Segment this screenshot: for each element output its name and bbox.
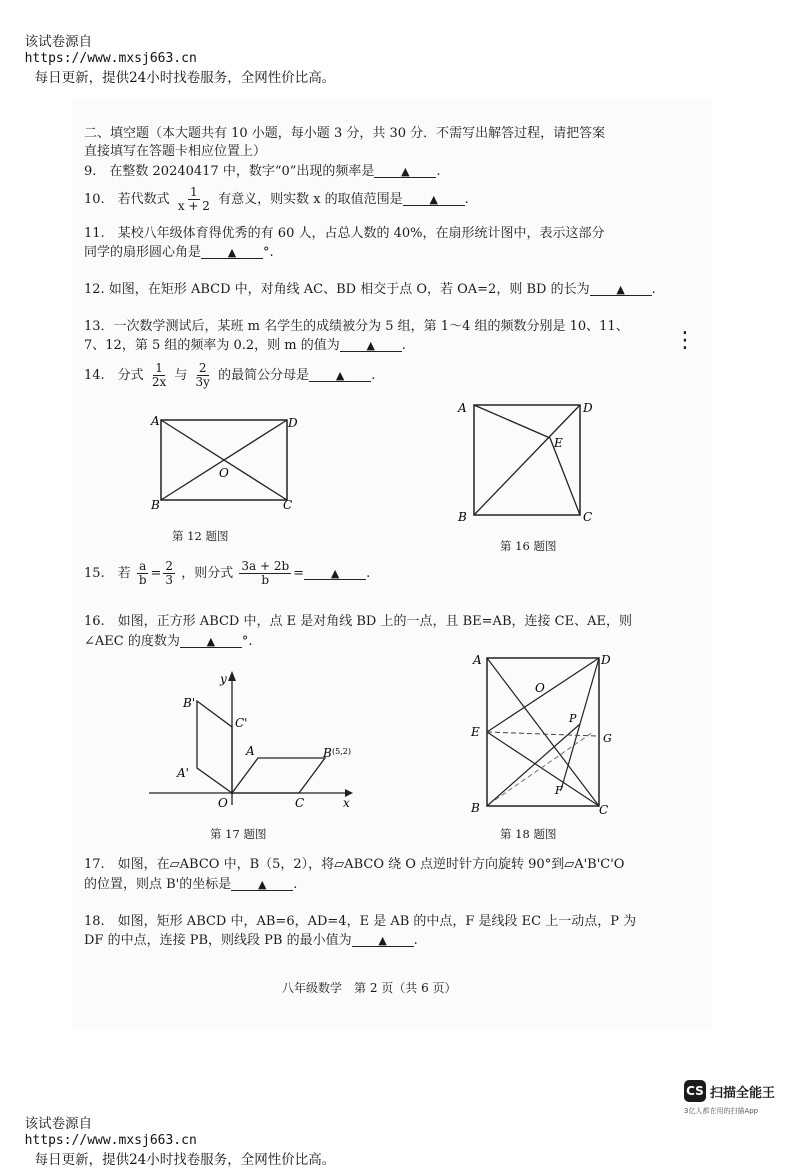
label-b: B <box>458 510 467 524</box>
question-18-line2 <box>84 932 418 950</box>
scanner-watermark <box>684 1080 775 1102</box>
fraction-denominator: 3 <box>165 573 174 587</box>
bottom-banner <box>16 1096 335 1168</box>
question-11-text: 同学的扇形圆心角是 <box>84 245 202 260</box>
question-14-pre: 14. 分式 <box>84 368 144 383</box>
label-x: x <box>343 796 350 810</box>
fraction-denominator: 2x <box>151 375 167 389</box>
question-10-pre: 10. 若代数式 <box>84 192 170 207</box>
section-title-line2: 直接填写在答题卡相应位置上） <box>84 144 267 159</box>
blank-mark: ▲ <box>401 165 410 178</box>
question-16-line2 <box>84 633 253 651</box>
question-15-pre: 15. 若 <box>84 566 131 581</box>
question-9-end: . <box>436 164 441 179</box>
figure-18-rectangle <box>465 650 625 820</box>
label-f: F <box>555 784 563 797</box>
label-o: O <box>219 466 229 480</box>
blank-mark: ▲ <box>258 878 267 891</box>
figure-12-rectangle <box>145 405 305 520</box>
question-15: 15. 若 $\frac{a}{b}$ = $\frac{2}{3}$ ，则分式 $\frac{3a + 2b}{b}$ = ▲ . <box>84 559 371 587</box>
label-p: P <box>569 712 577 725</box>
blank-mark: ▲ <box>616 283 625 296</box>
section-title-line1: 二、填空题（本大题共有 10 小题，每小题 3 分，共 30 分．不需写出解答过程，请把答案 <box>84 126 606 141</box>
label-c: C <box>583 510 593 524</box>
label-d: D <box>288 416 298 430</box>
equals-sign: = <box>150 566 162 581</box>
question-17-text: 的位置，则点 B'的坐标是 <box>84 877 232 892</box>
question-15-mid: ，则分式 <box>181 566 234 581</box>
figure-12-caption: 第 12 题图 <box>172 529 229 543</box>
fraction-q14-second <box>194 362 212 389</box>
question-14-post: 的最简公分母是 <box>218 368 310 383</box>
question-10-post: 有意义，则实数 x 的取值范围是 <box>218 192 403 207</box>
answer-blank-11[interactable] <box>201 244 263 259</box>
question-10 <box>84 186 469 213</box>
fraction-q10 <box>176 186 212 213</box>
top-banner <box>16 14 335 86</box>
question-17-line1: 17. 如图，在▱ABCO 中，B（5，2），将▱ABCO 绕 O 点逆时针方向旋转 90°到▱A'B'C'O <box>84 857 625 872</box>
figure-18-caption: 第 18 题图 <box>500 827 557 841</box>
label-a: A <box>151 414 160 428</box>
fraction-numerator: 3a + 2b <box>241 559 290 573</box>
question-16-end: °. <box>241 634 253 649</box>
blank-mark: ▲ <box>335 369 345 382</box>
parallelogram-abco <box>232 758 325 793</box>
banner-prefix: 该试卷源自 <box>24 34 93 50</box>
question-14-end: . <box>371 368 376 383</box>
question-12-text: 12. 如图，在矩形 ABCD 中，对角线 AC、BD 相交于点 O，若 OA=2，则 BD 的长为 <box>84 282 590 297</box>
answer-blank-14[interactable] <box>309 367 371 382</box>
question-18-text: DF 的中点，连接 PB，则线段 PB 的最小值为 <box>84 933 352 948</box>
label-d: D <box>583 401 593 415</box>
figure-17-caption: 第 17 题图 <box>210 827 267 841</box>
label-b: B <box>471 801 480 815</box>
banner-url-link[interactable]: https://www.mxsj663.cn <box>24 51 197 66</box>
label-b: B <box>323 746 332 760</box>
handwritten-coordinate-note: (5,2) <box>332 747 351 756</box>
banner-url-link[interactable]: https://www.mxsj663.cn <box>24 1133 197 1148</box>
scanner-app-name: 扫描全能王 <box>710 1085 776 1101</box>
fraction-denominator: 3y <box>195 375 210 389</box>
fraction-numerator: 2 <box>198 361 207 375</box>
label-g-handwritten: G <box>603 732 612 745</box>
segment-pb <box>487 724 580 806</box>
label-c: C <box>295 796 305 810</box>
question-11-line1: 11. 某校八年级体育得优秀的有 60 人，占总人数的 40%，在扇形统计图中，表示这部分 <box>84 226 605 241</box>
banner-prefix: 该试卷源自 <box>24 1116 93 1132</box>
segment-ec <box>487 732 599 806</box>
answer-blank-16[interactable] <box>180 633 242 648</box>
label-o-handwritten: O <box>535 681 545 695</box>
blank-mark: ▲ <box>366 339 375 352</box>
answer-blank-17[interactable] <box>231 876 293 891</box>
label-d: D <box>601 653 611 667</box>
answer-blank-9[interactable] <box>374 163 436 178</box>
answer-blank-13[interactable] <box>340 337 402 352</box>
dashed-line-eg <box>487 732 597 736</box>
segment-ae <box>474 405 550 438</box>
label-c: C <box>283 498 293 512</box>
page-footer: 八年级数学 第 2 页（共 6 页） <box>282 981 457 995</box>
fraction-q14-first <box>150 362 168 389</box>
answer-blank-15[interactable] <box>304 565 366 580</box>
figure-17-coordinate <box>145 665 360 815</box>
blank-mark: ▲ <box>429 193 438 206</box>
label-a-prime: A' <box>177 766 189 780</box>
question-13-line2 <box>84 337 406 355</box>
dashed-sketch-line <box>495 732 593 800</box>
question-13-end: . <box>401 338 406 353</box>
answer-blank-10[interactable] <box>403 191 465 206</box>
blank-mark: ▲ <box>378 934 387 947</box>
question-9 <box>84 163 441 181</box>
label-a: A <box>458 401 467 415</box>
fraction-numerator: 1 <box>155 361 163 375</box>
label-e: E <box>471 725 480 739</box>
segment-ed <box>487 658 599 732</box>
question-17-end: . <box>293 877 298 892</box>
label-y: y <box>220 672 227 686</box>
label-a: A <box>246 744 255 758</box>
label-o: O <box>218 796 228 810</box>
answer-blank-18[interactable] <box>352 932 414 947</box>
question-11-end: °. <box>263 245 274 260</box>
fraction-numerator: 1 <box>190 185 198 199</box>
question-9-text: 9. 在整数 20240417 中，数字“0”出现的频率是 <box>84 164 375 179</box>
scanner-tagline: 3亿人都在用的扫描App <box>684 1107 759 1115</box>
question-14-mid: 与 <box>174 368 188 383</box>
question-16-text: ∠AEC 的度数为 <box>84 634 180 649</box>
camscanner-logo-icon: CS <box>684 1080 706 1102</box>
label-e: E <box>554 436 563 450</box>
fraction-expression <box>239 560 291 587</box>
fraction-denominator: b <box>261 573 270 587</box>
label-c-prime: C' <box>235 716 248 730</box>
question-10-end: . <box>464 192 469 207</box>
question-12 <box>84 281 656 299</box>
figure-16-square <box>450 395 610 525</box>
question-18-end: . <box>413 933 418 948</box>
question-18-line1: 18. 如图，矩形 ABCD 中，AB=6，AD=4，E 是 AB 的中点，F 是线段 EC 上一动点，P 为 <box>84 914 637 929</box>
question-14 <box>84 362 375 389</box>
label-a: A <box>473 653 482 667</box>
question-13-text: 7、12，第 5 组的频率为 0.2，则 m 的值为 <box>84 338 340 353</box>
label-b-prime: B' <box>183 696 196 710</box>
answer-blank-12[interactable] <box>590 281 652 296</box>
question-13-line1: 13．一次数学测试后，某班 m 名学生的成绩被分为 5 组，第 1～4 组的频数分别是 10、11、 <box>84 319 629 334</box>
fraction-2-over-3 <box>163 560 175 587</box>
fraction-denominator: b <box>138 573 147 587</box>
diagonal-bd <box>474 405 580 515</box>
question-11-line2 <box>84 244 274 262</box>
question-17-line2 <box>84 876 297 894</box>
blank-mark: ▲ <box>227 246 237 259</box>
question-16-line1: 16. 如图，正方形 ABCD 中，点 E 是对角线 BD 上的一点，且 BE=AB，连接 CE、AE，则 <box>84 614 632 629</box>
blank-mark: ▲ <box>330 567 340 580</box>
banner-suffix: 每日更新，提供24小时找卷服务，全网性价比高。 <box>34 70 336 86</box>
label-c: C <box>599 803 609 817</box>
banner-suffix: 每日更新，提供24小时找卷服务，全网性价比高。 <box>34 1152 336 1168</box>
question-15-end: . <box>366 566 371 581</box>
figure-16-caption: 第 16 题图 <box>500 539 557 553</box>
fraction-a-over-b <box>137 560 149 587</box>
more-options-icon[interactable]: ⋮ <box>674 328 696 353</box>
fraction-numerator: a <box>139 559 147 573</box>
question-12-end: . <box>651 282 656 297</box>
parallelogram-rotated <box>197 701 232 793</box>
y-axis-arrow-icon <box>228 671 236 681</box>
fraction-denominator: x + 2 <box>177 199 210 213</box>
fraction-numerator: 2 <box>165 559 174 573</box>
blank-mark: ▲ <box>206 635 216 648</box>
label-b: B <box>151 498 160 512</box>
